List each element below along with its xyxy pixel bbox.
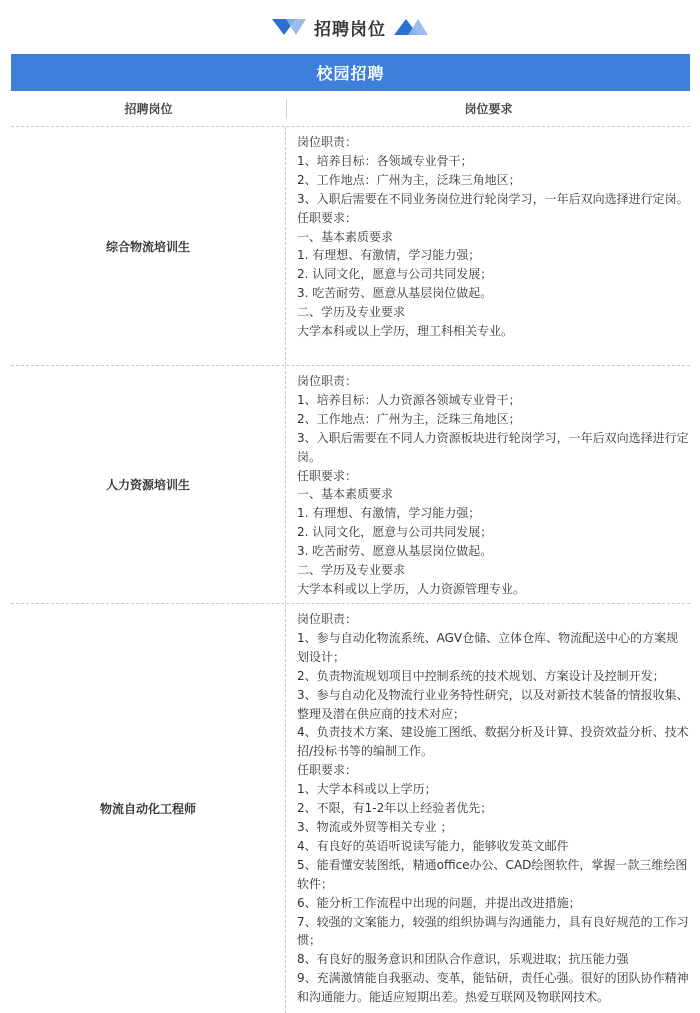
requirement-line: 1、大学本科或以上学历； [297,782,437,797]
requirement-line: 9、充满激情能自我驱动、变革，能钻研，责任心强。很好的团队协作精神和沟通能力。能适应短期出差。热爱互联网及物联网技术。 [297,971,689,1005]
position-requirements [297,610,690,1007]
position-name: 人力资源培训生 [11,366,286,603]
position-name: 物流自动化工程师 [11,604,286,1013]
requirement-line: 5、能看懂安装图纸，精通office办公、CAD绘图软件，掌握一款三维绘图软件； [297,857,688,891]
campus-recruitment-banner: 校园招聘 [11,54,690,91]
requirement-line: 8、有良好的服务意识和团队合作意识，乐观进取；抗压能力强 [297,952,629,967]
requirement-line: 岗位职责： [297,135,358,149]
requirement-line: 任职要求： [297,468,358,483]
requirement-line: 2、不限，有1-2年以上经验者优先； [297,801,493,816]
table-row [11,604,690,1013]
requirement-line: 岗位职责： [297,612,358,626]
requirement-line: 1、参与自动化物流系统、AGV仓储、立体仓库、物流配送中心的方案规划设计； [297,630,679,664]
table-row [11,366,690,604]
requirement-line: 1、培养目标：各领域专业骨干； [297,153,473,168]
column-header-position: 招聘岗位 [124,102,173,116]
requirement-line: 2. 认同文化，愿意与公司共同发展； [297,267,493,282]
requirement-line: 1. 有理想、有激情，学习能力强； [297,248,481,263]
requirement-line: 3. 吃苦耐劳、愿意从基层岗位做起。 [297,544,493,559]
requirement-line: 岗位职责： [297,374,358,388]
requirement-line: 4、负责技术方案、建设施工图纸、数据分析及计算、投资效益分析、技术招/投标书等的编制工作。 [297,725,689,759]
triangle-up-icon [394,17,428,37]
section-title: 招聘岗位 [314,19,386,40]
requirement-line: 1、培养目标：人力资源各领域专业骨干； [297,392,521,407]
table-header [11,91,690,127]
requirement-line: 6、能分析工作流程中出现的问题，并提出改进措施； [297,895,581,910]
position-requirements [297,133,690,341]
requirement-line: 任职要求： [297,763,358,778]
requirement-line: 2、工作地点：广州为主，泛珠三角地区； [297,172,521,187]
requirement-line: 3、物流或外贸等相关专业 ； [297,819,453,834]
section-header [0,0,700,54]
requirement-line: 4、有良好的英语听说读写能力，能够收发英文邮件 [297,838,569,853]
position-name: 综合物流培训生 [11,127,286,365]
requirement-line: 7、较强的文案能力，较强的组织协调与沟通能力，具有良好规范的工作习惯； [297,914,689,948]
position-requirements [297,372,690,599]
table-row [11,127,690,366]
requirement-line: 3、参与自动化及物流行业业务特性研究，以及对新技术装备的情报收集、整理及潜在供应商的技术对应； [297,687,689,721]
requirement-line: 1. 有理想、有激情，学习能力强； [297,506,481,521]
requirement-line: 2. 认同文化，愿意与公司共同发展； [297,525,493,540]
requirement-line: 任职要求： [297,210,358,225]
requirement-line: 一、基本素质要求 [297,229,394,244]
triangle-down-icon [272,17,306,37]
column-header-requirements: 岗位要求 [464,102,513,116]
requirement-line: 二、学历及专业要求 [297,563,406,578]
requirement-line: 一、基本素质要求 [297,487,394,502]
requirement-line: 3、入职后需要在不同业务岗位进行轮岗学习，一年后双向选择进行定岗。 [297,191,689,206]
requirement-line: 2、工作地点：广州为主，泛珠三角地区； [297,411,521,426]
requirement-line: 3. 吃苦耐劳、愿意从基层岗位做起。 [297,286,493,301]
requirement-line: 大学本科或以上学历，理工科相关专业。 [297,324,514,339]
requirement-line: 二、学历及专业要求 [297,305,406,320]
requirement-line: 3、入职后需要在不同人力资源板块进行轮岗学习，一年后双向选择进行定岗。 [297,430,689,464]
requirement-line: 大学本科或以上学历，人力资源管理专业。 [297,581,526,596]
requirement-line: 2、负责物流规划项目中控制系统的技术规划、方案设计及控制开发； [297,668,665,683]
